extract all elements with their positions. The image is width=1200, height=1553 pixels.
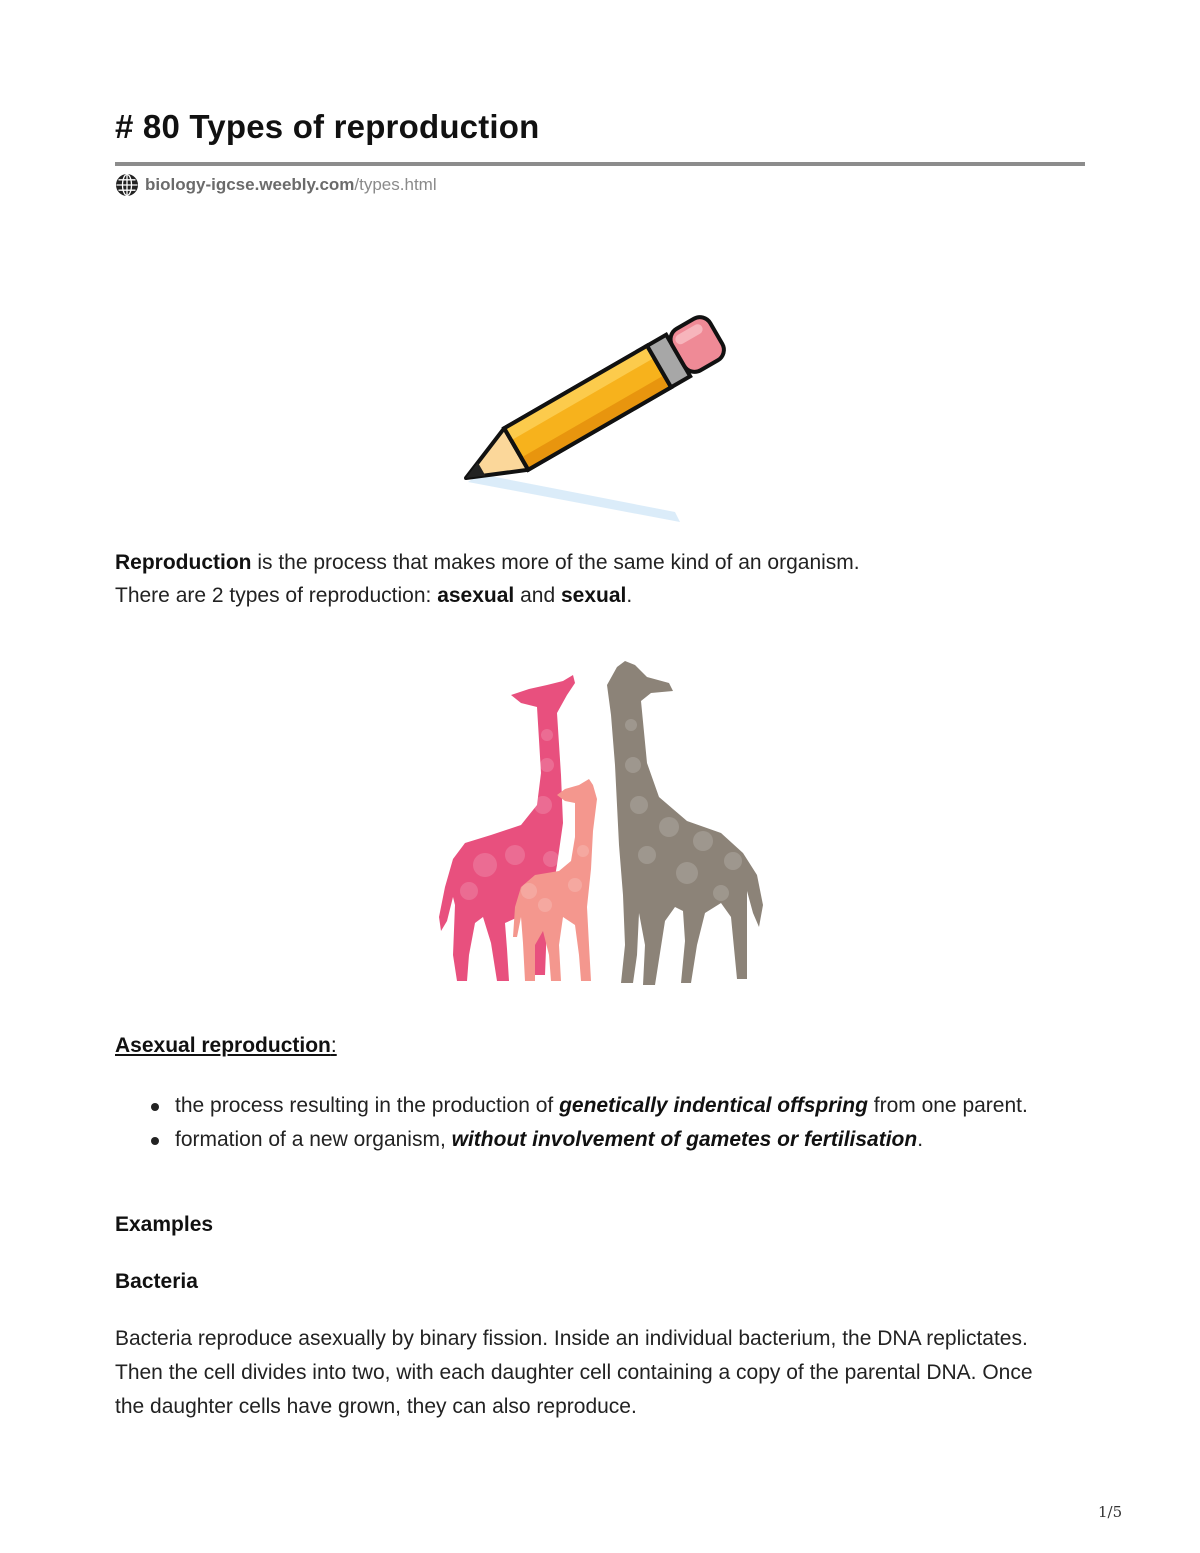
source-path: /types.html <box>354 175 437 194</box>
list-item <box>115 1090 1075 1122</box>
list-item <box>115 1124 1075 1156</box>
title-divider <box>115 162 1085 166</box>
globe-icon <box>115 173 139 197</box>
bullet-text: formation of a new organism, <box>175 1128 452 1151</box>
asexual-bullet-list <box>115 1090 1075 1158</box>
grey-giraffe-silhouette <box>607 661 763 985</box>
type-asexual: asexual <box>437 584 515 607</box>
types-and: and <box>514 584 561 607</box>
bullet-text-end: . <box>917 1128 924 1151</box>
asexual-heading-colon: : <box>330 1034 337 1057</box>
examples-heading: Examples <box>115 1213 214 1236</box>
asexual-heading <box>115 1034 337 1058</box>
source-domain: biology-igcse.weebly.com <box>145 175 355 194</box>
type-sexual: sexual <box>560 584 627 607</box>
source-link[interactable] <box>115 172 437 198</box>
bullet-text: the process resulting in the production of <box>175 1094 560 1117</box>
page-number: 1/5 <box>1098 1503 1123 1521</box>
page-title: # 80 Types of reproduction <box>115 108 540 145</box>
pencil-illustration <box>440 290 750 530</box>
types-end: . <box>626 584 633 607</box>
bullet-emphasis: genetically indentical offspring <box>559 1094 868 1117</box>
types-prefix: There are 2 types of reproduction: <box>115 584 438 607</box>
bullet-emphasis: without involvement of gametes or fertilisation <box>451 1128 918 1151</box>
bullet-text-end: from one parent. <box>867 1094 1028 1117</box>
intro-paragraph <box>115 546 1075 612</box>
giraffe-family-illustration <box>425 655 775 990</box>
asexual-heading-text: Asexual reproduction <box>115 1034 331 1057</box>
bacteria-paragraph: Bacteria reproduce asexually by binary fission. Inside an individual bacterium, the DNA replictates. Then the cell divides into two, with each daughter cell containing a copy of the parental DNA. Once the daughter cells have grown, they can also reproduce. <box>115 1327 1033 1418</box>
definition-text: is the process that makes more of the same kind of an organism. <box>251 551 860 574</box>
bacteria-heading: Bacteria <box>115 1270 198 1293</box>
term-reproduction: Reproduction <box>115 551 252 574</box>
